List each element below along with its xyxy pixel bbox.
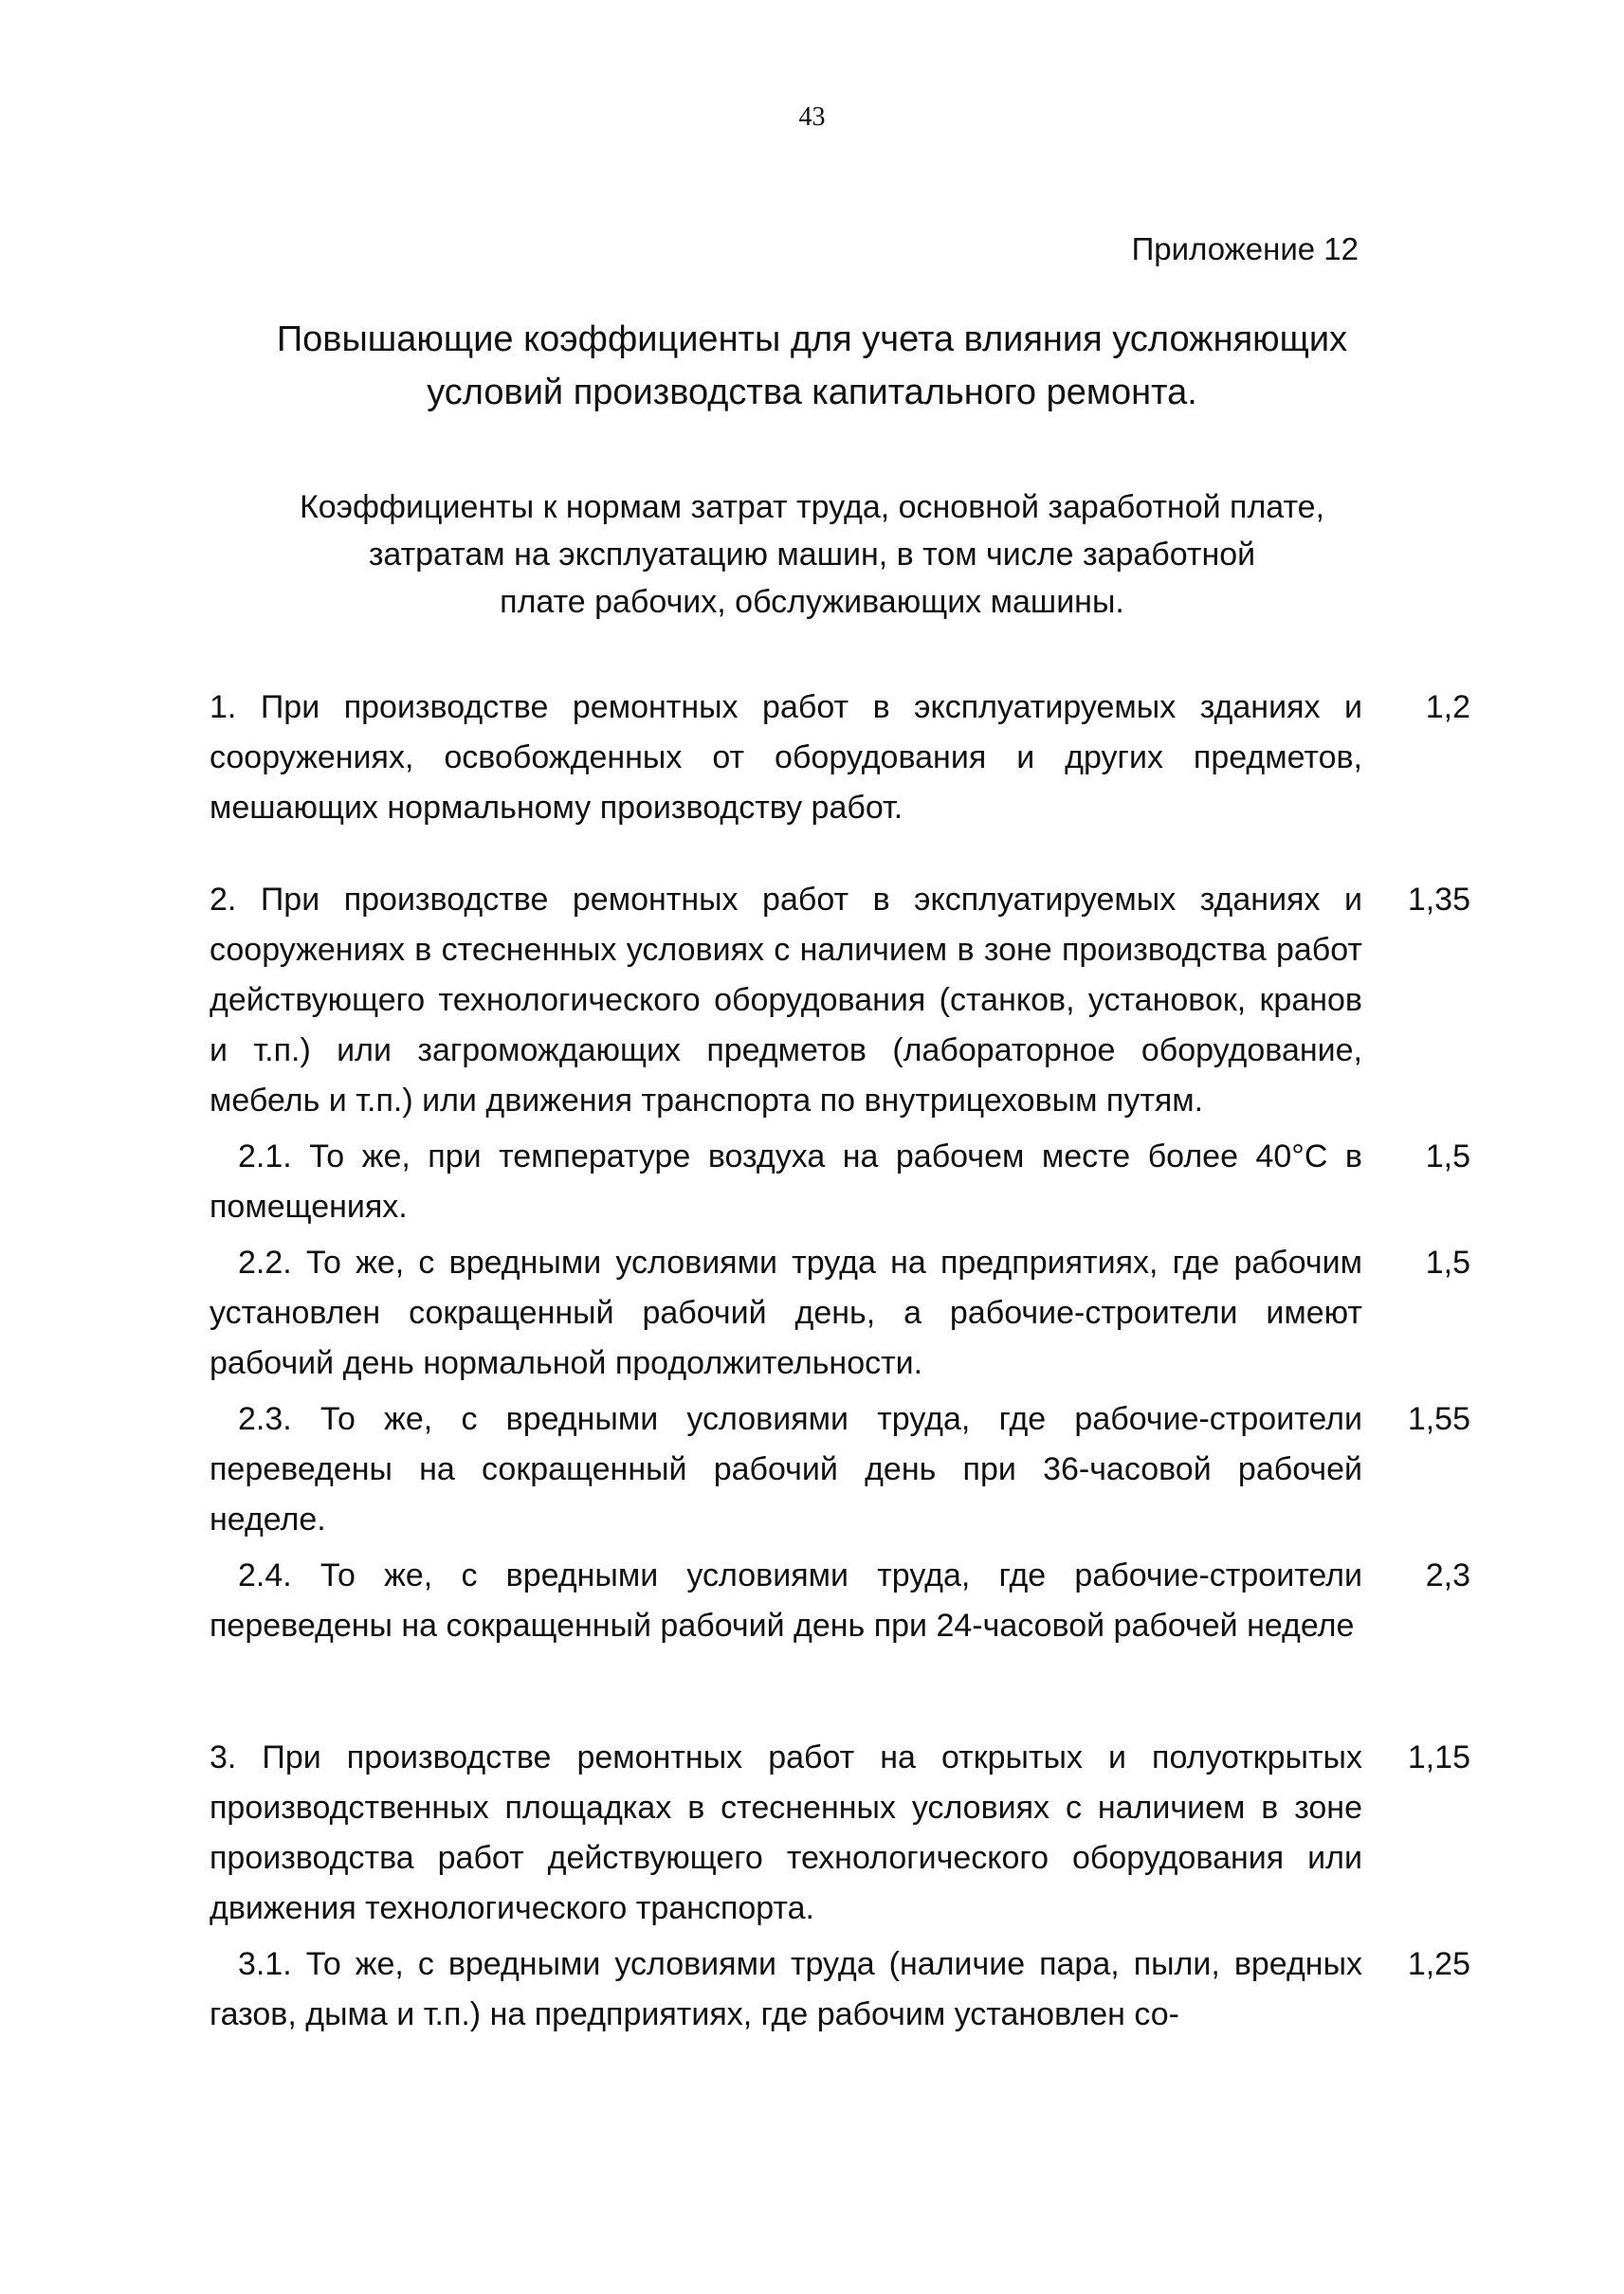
list-item (210, 1394, 1470, 1545)
item-text: 2.3. То же, с вредными условиями труда, где рабочие-строители переведены на сокращенный рабочий день при 36-часовой рабочей неделе. (210, 1401, 1362, 1538)
list-item (210, 875, 1470, 1126)
list-item (210, 1132, 1470, 1232)
item-text: 2.4. То же, с вредными условиями труда, где рабочие-строители переведены на сокращенный рабочий день при 24-часовой рабочей неделе (210, 1557, 1362, 1644)
title-line: условий производства капитального ремонта. (427, 373, 1197, 412)
page-number: 43 (798, 102, 826, 132)
item-coefficient: 2,3 (1425, 1557, 1470, 1593)
subtitle-line: затратам на эксплуатацию машин, в том числе заработной (368, 537, 1256, 573)
document-subtitle (0, 483, 1624, 626)
subtitle-line: Коэффициенты к нормам затрат труда, основной заработной плате, (299, 489, 1325, 525)
list-item (210, 1551, 1470, 1651)
item-coefficient: 1,15 (1407, 1739, 1470, 1775)
item-coefficient: 1,35 (1407, 882, 1470, 918)
list-item (210, 683, 1470, 833)
item-text: 3. При производстве ремонтных работ на открытых и полуоткрытых производственных площадках в стесненных условиях с наличием в зоне производства работ действующего технологического оборудования или движения технологического транспорта. (210, 1739, 1362, 1926)
title-line: Повышающие коэффициенты для учета влияния усложняющих (276, 319, 1348, 359)
item-text: 3.1. То же, с вредными условиями труда (наличие пара, пыли, вредных газов, дыма и т.п.) на предприятиях, где рабочим установлен со- (210, 1946, 1362, 2032)
list-item (210, 1939, 1470, 2040)
item-coefficient: 1,55 (1407, 1401, 1470, 1437)
item-coefficient: 1,2 (1425, 689, 1470, 725)
item-coefficient: 1,5 (1425, 1245, 1470, 1281)
item-text: 2. При производстве ремонтных работ в эксплуатируемых зданиях и сооружениях в стесненных условиях с наличием в зоне производства работ действующего технологического оборудования (станков, установок, кранов и т.п.) или загромождающих предметов (лабораторное оборудование, мебель и т.п.) или движения транспорта по внутрицеховым путям. (210, 882, 1362, 1119)
item-coefficient: 1,25 (1407, 1946, 1470, 1982)
subtitle-line: плате рабочих, обслуживающих машины. (500, 584, 1124, 620)
item-text: 1. При производстве ремонтных работ в эксплуатируемых зданиях и сооружениях, освобожденных от оборудования и других предметов, мешающих нормальному производству работ. (210, 689, 1362, 826)
list-item (210, 1733, 1470, 1934)
appendix-label: Приложение 12 (1131, 231, 1359, 266)
list-item (210, 1238, 1470, 1389)
item-text: 2.2. То же, с вредными условиями труда на предприятиях, где рабочим установлен сокращенный рабочий день, а рабочие-строители имеют рабочий день нормальной продолжительности. (210, 1245, 1362, 1381)
item-coefficient: 1,5 (1425, 1138, 1470, 1174)
document-title (0, 313, 1624, 419)
item-text: 2.1. То же, при температуре воздуха на рабочем месте более 40°С в помещениях. (210, 1138, 1362, 1225)
coefficient-list (210, 683, 1470, 2040)
